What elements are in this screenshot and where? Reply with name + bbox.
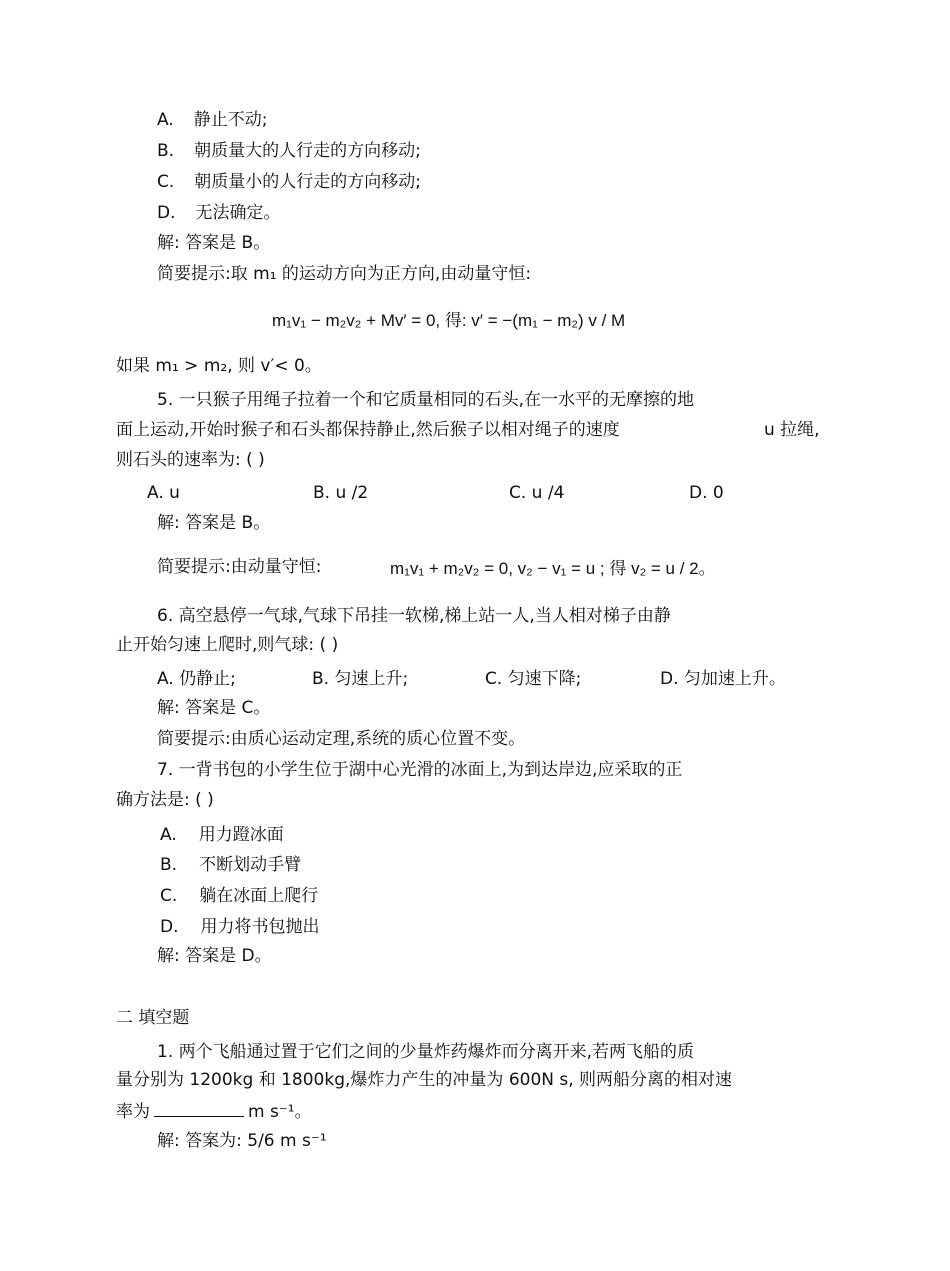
q5-stem-line-3: 则石头的速率为: ( ) <box>116 450 265 470</box>
q6-option-b: B. 匀速上升; <box>312 669 409 689</box>
q7-stem-line-2: 确方法是: ( ) <box>116 790 214 810</box>
q6-stem-line-2: 止开始匀速上爬时,则气球: ( ) <box>116 635 339 655</box>
f1-answer: 解: 答案为: 5/6 m s⁻¹ <box>157 1131 327 1151</box>
q6-option-d: D. 匀加速上升。 <box>660 669 786 689</box>
q5-option-a: A. u <box>147 483 180 503</box>
q5-stem-line-2: 面上运动,开始时猴子和石头都保持静止,然后猴子以相对绳子的速度 <box>116 420 620 440</box>
f1-stem-prefix: 率为 <box>116 1102 150 1122</box>
q5-stem-line-1: 5. 一只猴子用绳子拉着一个和它质量相同的石头,在一水平的无摩擦的地 <box>157 390 695 410</box>
answer-blank[interactable] <box>154 1100 244 1117</box>
q7-option-a: A. 用力蹬冰面 <box>160 825 284 845</box>
q7-option-b: B. 不断划动手臂 <box>160 855 302 875</box>
section-title: 二 填空题 <box>116 1008 190 1028</box>
q5-option-d: D. 0 <box>689 483 724 503</box>
f1-stem-line-1: 1. 两个飞船通过置于它们之间的少量炸药爆炸而分离开来,若两飞船的质 <box>157 1042 695 1062</box>
q5-equation: m₁v₁ + m₂v₂ = 0, v₂ − v₁ = u ; 得 v₂ = u / 2。 <box>390 559 716 578</box>
f1-stem-line-3 <box>116 1100 312 1123</box>
q6-hint: 简要提示:由质心运动定理,系统的质心位置不变。 <box>157 729 526 749</box>
q7-option-d: D. 用力将书包抛出 <box>160 917 320 937</box>
q4-equation: m₁v₁ − m₂v₂ + Mv′ = 0, 得: v′ = −(m₁ − m₂) v / M <box>272 311 626 330</box>
q5-option-c: C. u /4 <box>509 483 565 503</box>
q5-stem-line-2-end: u 拉绳, <box>764 420 820 440</box>
q5-option-b: B. u /2 <box>313 483 369 503</box>
q4-result: 如果 m₁ > m₂, 则 v′< 0。 <box>116 356 322 376</box>
q7-answer: 解: 答案是 D。 <box>157 946 272 966</box>
q6-answer: 解: 答案是 C。 <box>157 698 271 718</box>
f1-stem-unit: m s⁻¹。 <box>248 1102 312 1122</box>
f1-stem-line-2: 量分别为 1200kg 和 1800kg,爆炸力产生的冲量为 600N s, 则两船分离的相对速 <box>116 1070 733 1090</box>
q4-option-c: C. 朝质量小的人行走的方向移动; <box>157 172 422 192</box>
q6-option-c: C. 匀速下降; <box>485 669 582 689</box>
q7-option-c: C. 躺在冰面上爬行 <box>160 886 319 906</box>
q6-stem-line-1: 6. 高空悬停一气球,气球下吊挂一软梯,梯上站一人,当人相对梯子由静 <box>157 606 671 626</box>
q4-hint: 简要提示:取 m₁ 的运动方向为正方向,由动量守恒: <box>157 264 532 284</box>
q5-answer: 解: 答案是 B。 <box>157 513 271 533</box>
q7-stem-line-1: 7. 一背书包的小学生位于湖中心光滑的冰面上,为到达岸边,应采取的正 <box>157 760 683 780</box>
q4-answer: 解: 答案是 B。 <box>157 233 271 253</box>
q6-option-a: A. 仍静止; <box>157 669 236 689</box>
q4-option-b: B. 朝质量大的人行走的方向移动; <box>157 141 421 161</box>
q5-hint-label: 简要提示:由动量守恒: <box>157 557 322 577</box>
q4-option-a: A. 静止不动; <box>157 110 268 130</box>
q4-option-d: D. 无法确定。 <box>157 203 281 223</box>
